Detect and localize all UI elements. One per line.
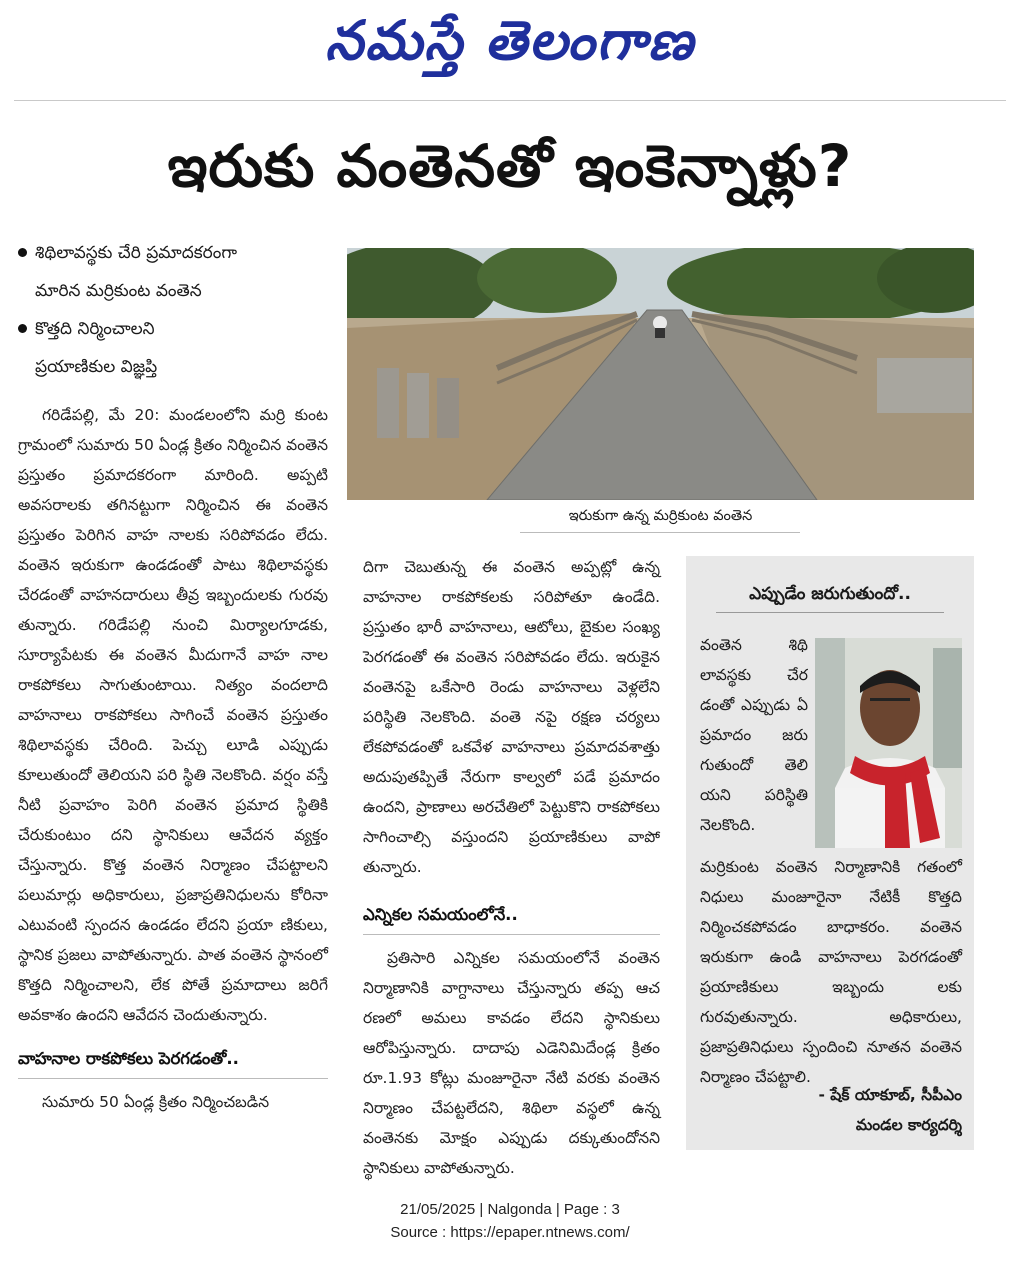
newspaper-masthead: నమస్తే తెలంగాణ [325,8,695,72]
bridge-photo [347,248,974,500]
subhead-divider [363,934,660,935]
caption-divider [520,532,800,533]
quote-body: మర్రికుంట వంతెన నిర్మాణానికి గతంలో నిధులు మంజూరైనా నేటికీ కొత్తది నిర్మించకపోవడం బాధాకరం. వంతెన ఇరుకుగా ఉండి వాహనాలు పెరగడంతో ప్రయాణికులు ఇబ్బందు లకు గురవుతున్నారు. అధికారులు, ప్రజాప్రతినిధులు స్పందించి నూతన వంతెన నిర్మాణం చేపట్టాలి. [700,858,962,1086]
bullet-item [18,240,328,304]
article-column-2 [363,552,660,1183]
quote-designation: మండల కార్యదర్శి [855,1116,962,1134]
quote-box-divider [716,612,944,613]
article-paragraph: దిగా చెబుతున్న ఈ వంతెన అప్పట్లో ఉన్న వాహనాల రాకపోకలకు సరిపోతూ ఉండేది. ప్రస్తుతం భారీ వాహనాలు, ఆటోలు, బైకుల సంఖ్య పెరగడంతో ఈ వంతెన సరిపోవడం లేదు. ఇరుకైన వంతెనపై ఒకేసారి రెండు వాహనాలు వెళ్లలేని పరిస్థితి నెలకొంది. వంతె నపై రక్షణ చర్యలు లేకపోవడంతో ఒకవేళ వాహనాలు ప్రమాదవశాత్తు అదుపుతప్పితే నేరుగా కాల్వలో పడే ప్రమాదం ఉందని, ప్రాణాలు అరచేతిలో పెట్టుకొని రాకపోకలు సాగించాల్సి వస్తుందని ప్రయాణికులు వాపో తున్నారు. [363,558,660,876]
subhead-divider [18,1078,328,1079]
quote-side-text: వంతెన శిథి లావస్థకు చేర డంతో ఎప్పుడు ఏ ప్రమాదం జరు గుతుందో తెలి యని పరిస్థితి నెలకొంది. [700,636,808,834]
article-paragraph: గరిడేపల్లి, మే 20: మండలంలోని మర్రి కుంట గ్రామంలో సుమారు 50 ఏండ్ల క్రితం నిర్మించిన వంతెన ప్రస్తుతం ప్రమాదకరంగా మారింది. అప్పటి అవసరాలకు తగినట్టుగా నిర్మించిన ఈ వంతెన ప్రస్తుతం పెరిగిన వాహ నాలకు సరిపోవడం లేదు. వంతెన ఇరుకుగా ఉండడంతో పాటు శిథిలావస్థకు చేరడంతో వాహనదారులు తీవ్ర ఇబ్బందులకు గురవు తున్నారు. గరిడేపల్లి నుంచి మిర్యాలగూడకు, సూర్యాపేటకు ఈ వంతెన మీదుగానే వాహ నాల రాకపోకలు సాగుతుంటాయి. నిత్యం వందలాది వాహనాలు రాకపోకలు సాగించే వంతెన ప్రస్తుతం శిథిలావస్థకు చేరింది. పెచ్చు లూడి ఎప్పుడు కూలుతుందో తెలియని పరి స్థితి నెలకొంది. వర్షం వస్తే నీటి ప్రవాహం పెరిగి వంతెన ప్రమాద స్థితికి చేరుకుంటుం దని స్థానికులు ఆవేదన వ్యక్తం చేస్తున్నారు. కొత్త వంతెన నిర్మాణం చేపట్టాలని పలుమార్లు అధికారులు, ప్రజాప్రతినిధులను కోరినా ఎటువంటి స్పందన ఉండడం లేదని ప్రయా ణికులు, స్థానిక ప్రజలు వాపోతున్నారు. పాత వంతెన స్థానంలో కొత్తది నిర్మించాలని, లేక పోతే ప్రమాదాలు జరిగే అవకాశం ఉందని ఆవేదన చెందుతున్నారు. [18,406,328,1024]
quote-box-title: ఎప్పుడేం జరుగుతుందో.. [749,584,911,604]
article-paragraph: సుమారు 50 ఏండ్ల క్రితం నిర్మించబడిన [42,1093,270,1111]
section-subhead: ఎన్నికల సమయంలోనే.. [363,905,518,924]
bridge-photo-image [347,248,974,500]
article-headline: ఇరుకు వంతెనతో ఇంకెన్నాళ్లు? [167,132,853,200]
summary-bullets [18,240,328,392]
bullet-dot-icon [18,324,27,333]
quote-signature: - షేక్ యాకూబ్, సీపీఎం [818,1086,962,1104]
article-paragraph: ప్రతిసారి ఎన్నికల సమయంలోనే వంతెన నిర్మాణానికి వాగ్దానాలు చేస్తున్నారు తప్ప ఆచ రణలో అమలు కావడం లేదని స్థానికులు ఆరోపిస్తున్నారు. దాదాపు ఎడెనిమిదేండ్ల క్రితం రూ.1.93 కోట్లు మంజూరైనా నేటి వరకు వంతెన నిర్మాణం చేపట్టలేదని, శిథిలా వస్థలో ఉన్న వంతెనకు మోక్షం ఎప్పుడు దక్కుతుందోనని స్థానికులు వాపోతున్నారు. [363,949,660,1177]
person-portrait [815,638,962,848]
footer-date-edition: 21/05/2025 | Nalgonda | Page : 3 [400,1201,620,1218]
bullet-line: కొత్తది నిర్మించాలని [35,319,155,339]
bullet-line: ప్రయాణికుల విజ్ఞప్తి [35,357,158,377]
bullet-item [18,316,328,380]
masthead-divider [14,100,1006,101]
photo-caption: ఇరుకుగా ఉన్న మర్రికుంట వంతెన [568,508,753,524]
footer-source: Source : https://epaper.ntnews.com/ [390,1224,630,1241]
article-column-1 [18,400,328,1117]
bullet-dot-icon [18,248,27,257]
section-subhead: వాహనాల రాకపోకలు పెరగడంతో.. [18,1049,239,1068]
bullet-line: శిథిలావస్థకు చేరి ప్రమాదకరంగా [35,243,237,263]
page-footer [0,1198,1020,1244]
person-portrait-image [815,638,962,848]
bullet-line: మారిన మర్రికుంట వంతెన [35,281,202,301]
